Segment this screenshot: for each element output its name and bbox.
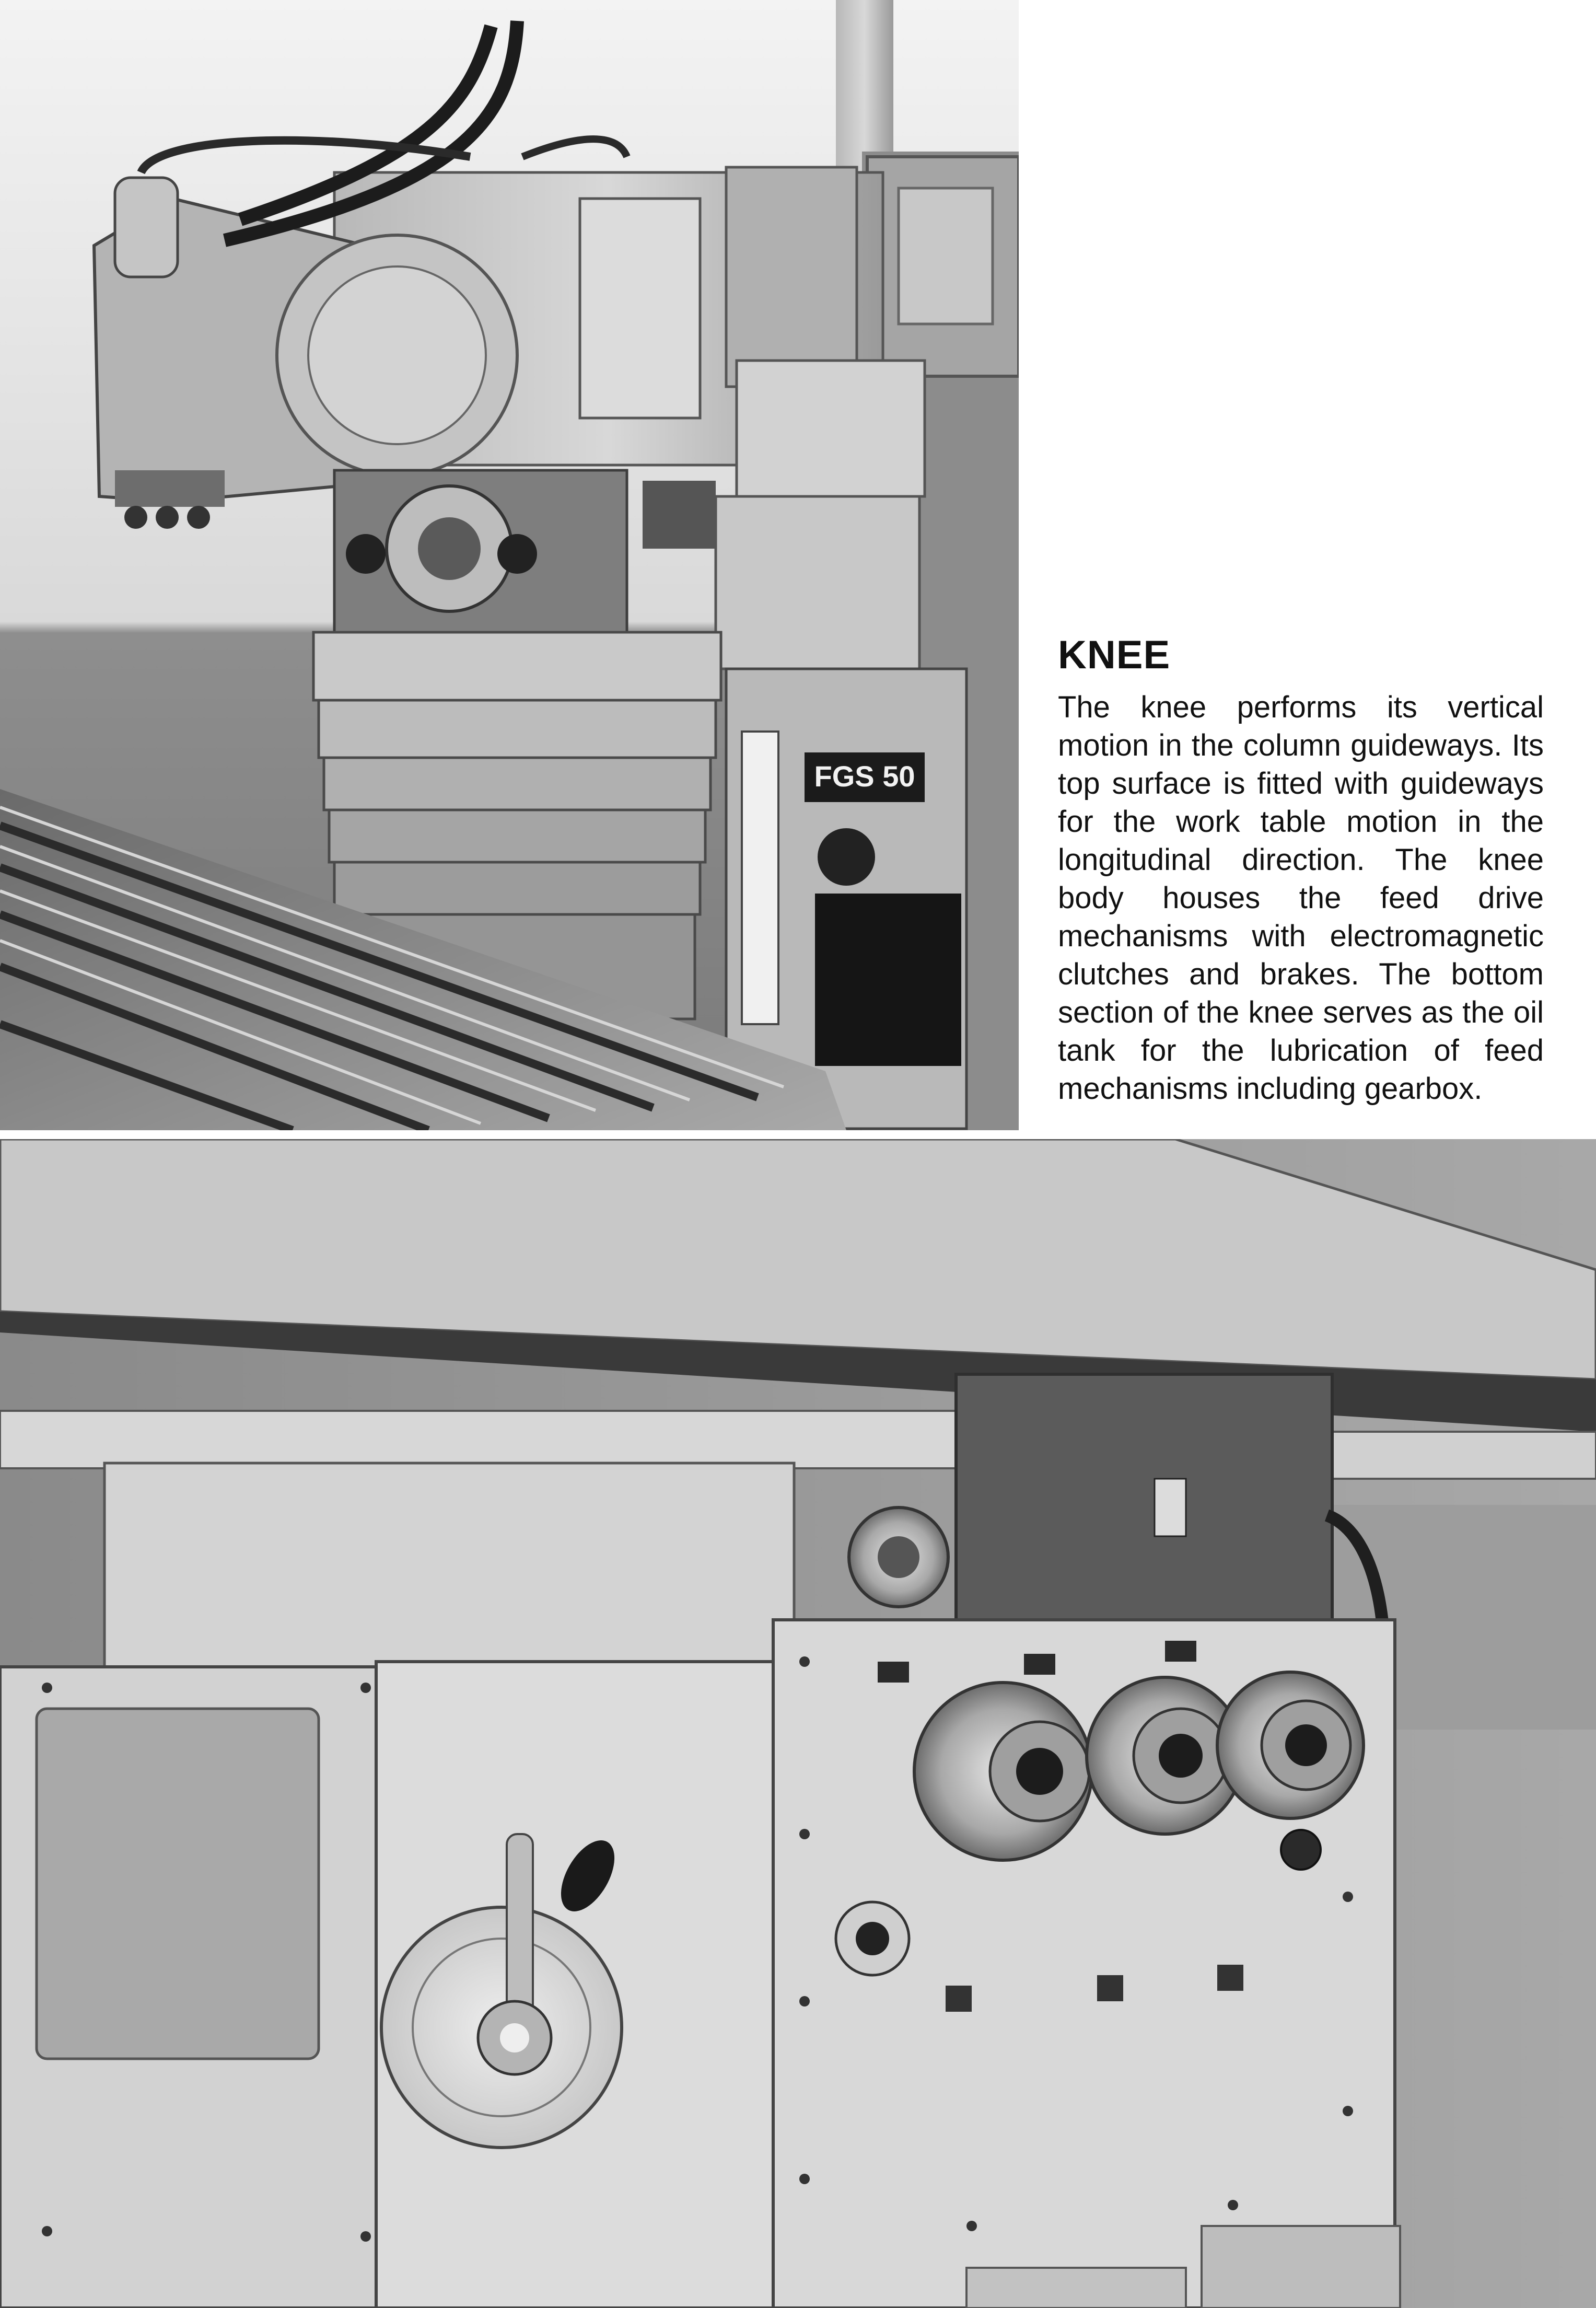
section-heading: KNEE bbox=[1058, 633, 1171, 677]
machine-plate-label: FGS 50 bbox=[814, 760, 915, 793]
machine-head-and-knee-photo bbox=[0, 0, 1019, 1130]
knee-description bbox=[1058, 632, 1544, 1108]
knee-front-panel-photo bbox=[0, 1139, 1596, 2308]
section-body: The knee performs its vertical motion in the column guideways. Its top surface is fitted with guideways for the work table motion in the longitudinal direction. The knee body houses the feed drive mechanisms with electromagnetic clutches and brakes. The bottom section of the knee serves as the oil tank for the lubrication of feed mechanisms including gearbox. bbox=[1058, 690, 1544, 1106]
